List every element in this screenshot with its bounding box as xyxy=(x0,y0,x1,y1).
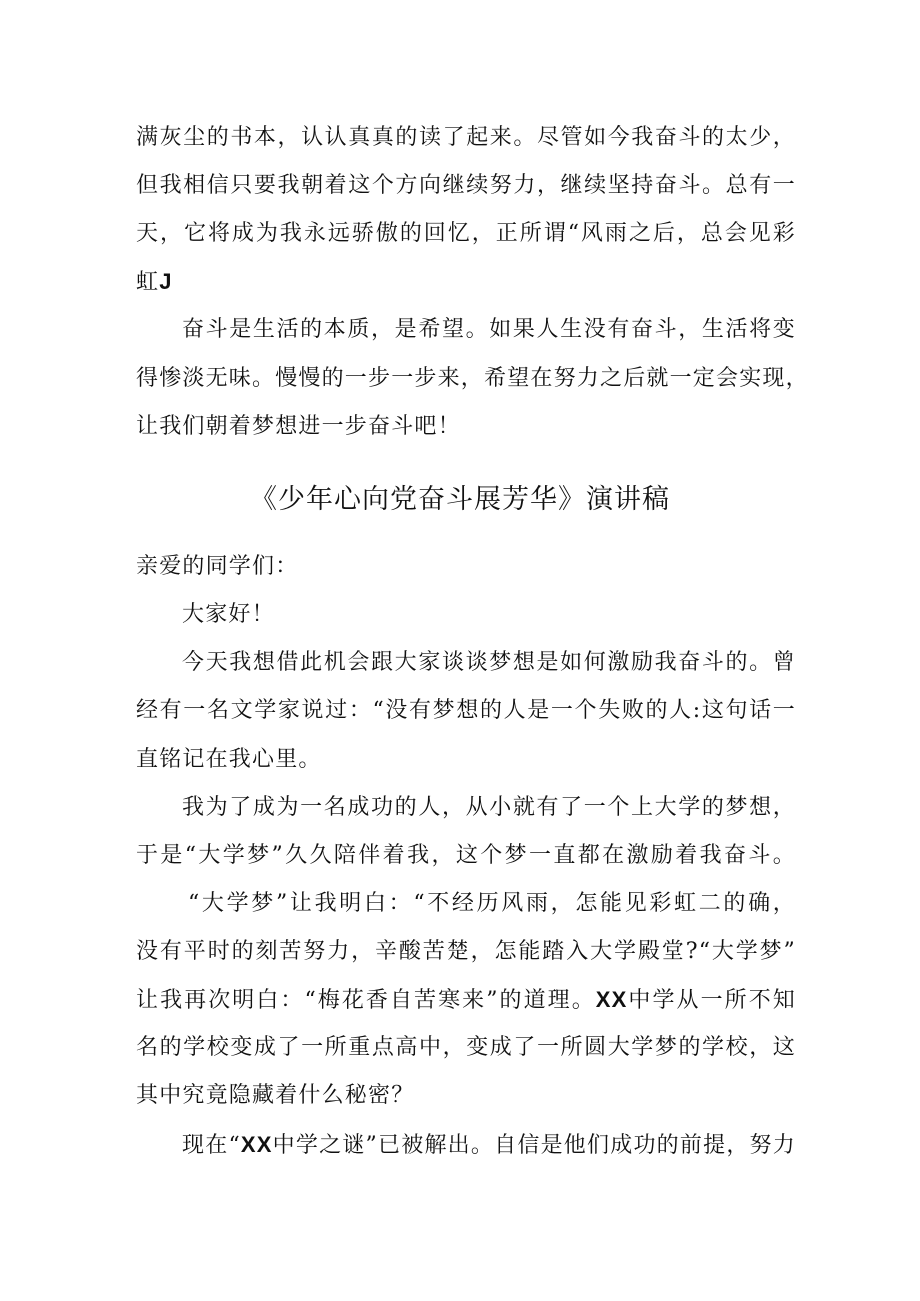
paragraph-line: 奋斗是生活的本质，是希望。如果人生没有奋斗，生活将变 xyxy=(182,317,796,342)
paragraph-line: “大学梦”让我明白：“不经历风雨，怎能见彩虹二的确， xyxy=(188,891,796,916)
paragraph-line: 我为了成为一名成功的人，从小就有了一个上大学的梦想， xyxy=(182,795,796,820)
greeting: 大家好！ xyxy=(182,602,275,627)
paragraph-line: 天，它将成为我永远骄傲的回忆，正所谓“风雨之后，总会见彩 xyxy=(136,221,796,246)
paragraph-line: 直铭记在我心里。 xyxy=(136,747,322,772)
paragraph-line: 满灰尘的书本，认认真真的读了起来。尽管如今我奋斗的太少， xyxy=(136,125,796,150)
paragraph-line: 让我再次明白：“梅花香自苦寒来”的道理。XX中学从一所不知 xyxy=(136,987,796,1013)
speech-title: 《少年心向党奋斗展芳华》演讲稿 xyxy=(250,484,670,515)
paragraph-line: 名的学校变成了一所重点高中，变成了一所圆大学梦的学校，这 xyxy=(136,1035,796,1060)
paragraph-line: 其中究竟隐藏着什么秘密？ xyxy=(136,1083,415,1108)
paragraph-line: 于是“大学梦”久久陪伴着我，这个梦一直都在激励着我奋斗。 xyxy=(136,843,796,868)
paragraph-line: 没有平时的刻苦努力，辛酸苦楚，怎能踏入大学殿堂?“大学梦” xyxy=(136,939,796,964)
paragraph-line: 经有一名文学家说过：“没有梦想的人是一个失败的人:这句话一 xyxy=(136,698,796,723)
paragraph-line: 得惨淡无味。慢慢的一步一步来，希望在努力之后就一定会实现， xyxy=(136,366,809,391)
paragraph-line: 现在“XX中学之谜”已被解出。自信是他们成功的前提，努力 xyxy=(182,1132,796,1158)
paragraph-line: 让我们朝着梦想进一步奋斗吧！ xyxy=(136,414,461,439)
paragraph-line: 虹J xyxy=(136,269,173,295)
paragraph-line: 但我相信只要我朝着这个方向继续努力，继续坚持奋斗。总有一 xyxy=(136,173,796,198)
paragraph-line: 今天我想借此机会跟大家谈谈梦想是如何激励我奋斗的。曾 xyxy=(182,650,796,675)
salutation: 亲爱的同学们： xyxy=(136,554,299,579)
